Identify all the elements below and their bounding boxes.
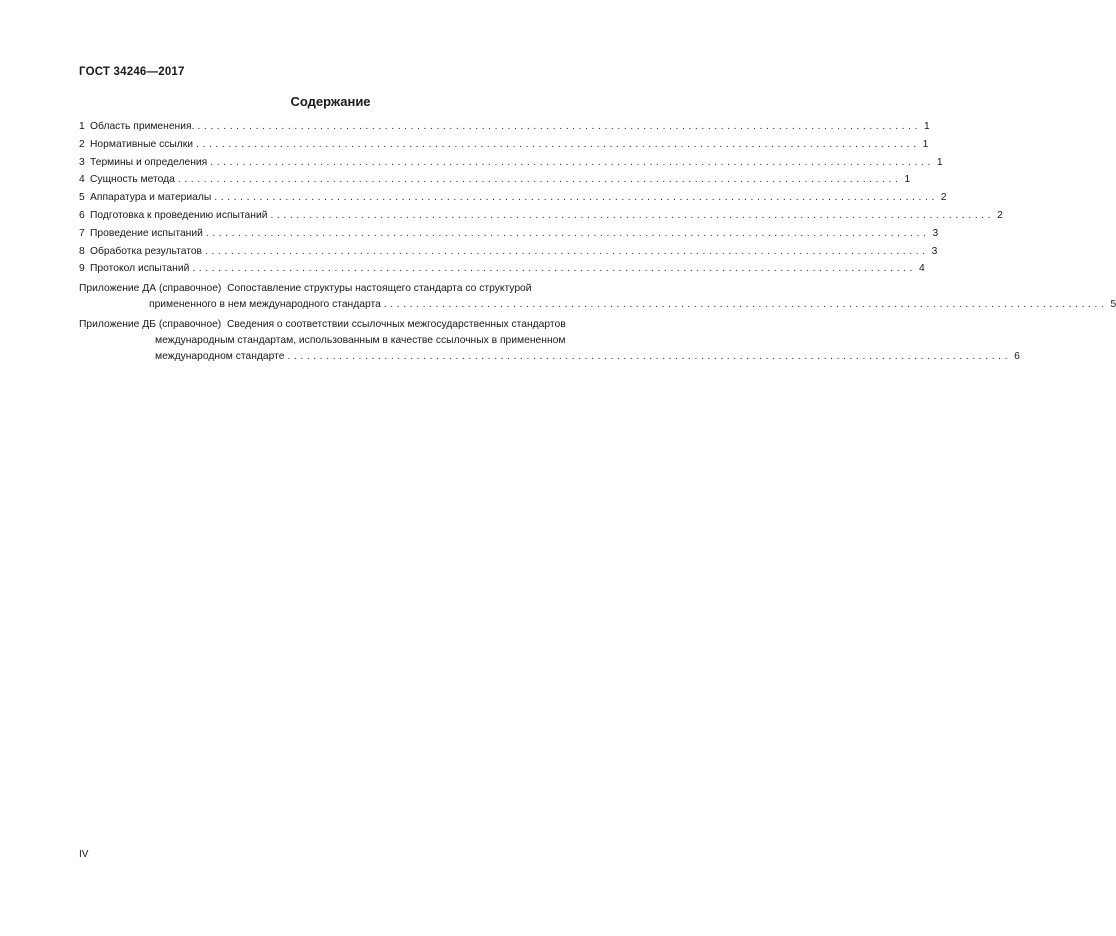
toc-leader-dots: ................................................................................................................ xyxy=(383,299,1108,311)
toc-item[interactable] xyxy=(79,156,943,175)
toc-annex-item[interactable] xyxy=(79,317,1020,365)
toc-leader-dots: ................................................................................................................ xyxy=(192,263,916,275)
toc-title: Содержание xyxy=(290,94,371,109)
toc-item-number: 9 xyxy=(79,263,85,275)
toc-leader-dots: ................................................................................................................ xyxy=(210,156,934,168)
toc-item-label: Протокол испытаний xyxy=(90,263,190,275)
toc-item-page: 2 xyxy=(997,209,1003,221)
toc-item[interactable] xyxy=(79,174,911,192)
toc-item-number: 8 xyxy=(79,245,85,257)
toc-leader-dots: ................................................................................................................ xyxy=(270,209,995,221)
toc-item[interactable] xyxy=(79,138,929,157)
toc-item-page: 4 xyxy=(918,263,925,275)
toc-annex-page: 5 xyxy=(1110,299,1116,311)
toc-annex-title-line: международным стандартам, использованным в качестве ссылочных в примененном xyxy=(155,335,566,347)
page-number: IV xyxy=(79,849,89,860)
toc-item[interactable] xyxy=(79,192,947,210)
toc-annex-prefix: Приложение ДА (справочное) xyxy=(79,283,222,295)
toc-annex-page: 6 xyxy=(1014,351,1020,363)
toc-item-page: 1 xyxy=(904,174,911,186)
toc-item-page: 3 xyxy=(931,245,938,257)
toc-item-number: 1 xyxy=(79,121,85,132)
toc-annex-first-line xyxy=(79,317,1020,333)
toc-item-number: 3 xyxy=(79,156,85,168)
toc-annex-last-line xyxy=(79,349,1020,365)
toc-annex-title-line: Сведения о соответствии ссылочных межгосударственных стандартов xyxy=(226,319,566,331)
toc-annex-title-line: примененного в нем международного стандарта xyxy=(149,299,381,311)
toc-leader-dots: ................................................................................................................ xyxy=(287,351,1012,363)
toc-item-number: 2 xyxy=(79,138,85,150)
toc-item-label: Аппаратура и материалы xyxy=(90,192,212,204)
toc-leader-dots: ................................................................................................................ xyxy=(196,138,920,150)
toc-item-label: Нормативные ссылки xyxy=(90,138,194,150)
toc-annex-middle-line xyxy=(79,333,1020,349)
toc-item-label: Проведение испытаний xyxy=(90,227,203,239)
toc-annex-title-line: международном стандарте xyxy=(155,351,285,363)
toc-item-number: 5 xyxy=(79,192,85,204)
toc-item-label: Область применения. xyxy=(90,121,195,132)
toc-item-number: 4 xyxy=(79,174,85,186)
toc-item-label: Обработка результатов xyxy=(90,245,203,257)
toc-item-label: Термины и определения xyxy=(90,156,208,168)
toc-annex-body xyxy=(79,281,1116,313)
toc-item-page: 2 xyxy=(940,192,947,204)
toc-annex-prefix: Приложение ДБ (справочное) xyxy=(79,319,222,331)
toc-annex-item[interactable] xyxy=(79,281,1116,313)
toc-leader-dots: ................................................................................................................ xyxy=(197,121,922,132)
toc-leader-dots: ................................................................................................................ xyxy=(205,245,929,257)
toc-leader-dots: ................................................................................................................ xyxy=(177,174,902,186)
toc-item[interactable] xyxy=(79,121,930,139)
document-code-header: ГОСТ 34246—2017 xyxy=(79,66,185,78)
toc-item-page: 3 xyxy=(932,227,939,239)
toc-item-page: 1 xyxy=(936,156,943,168)
toc-item[interactable] xyxy=(79,227,939,246)
toc-item-label: Подготовка к проведению испытаний xyxy=(90,209,268,221)
toc-annex-last-line xyxy=(79,297,1116,313)
toc-item-number: 7 xyxy=(79,227,85,239)
toc-item[interactable] xyxy=(79,245,938,264)
toc-item[interactable] xyxy=(79,209,1003,228)
toc-leader-dots: ................................................................................................................ xyxy=(205,227,930,239)
toc-item[interactable] xyxy=(79,263,925,281)
table-of-contents xyxy=(79,121,1116,365)
toc-item-page: 1 xyxy=(924,121,930,132)
toc-leader-dots: ................................................................................................................ xyxy=(214,192,938,204)
toc-item-page: 1 xyxy=(922,138,929,150)
toc-item-number: 6 xyxy=(79,209,85,221)
toc-annex-first-line xyxy=(79,281,1116,297)
toc-item-label: Сущность метода xyxy=(90,174,175,186)
toc-annex-body xyxy=(79,317,1020,365)
toc-annex-title-line: Сопоставление структуры настоящего стандарта со структурой xyxy=(227,283,532,295)
